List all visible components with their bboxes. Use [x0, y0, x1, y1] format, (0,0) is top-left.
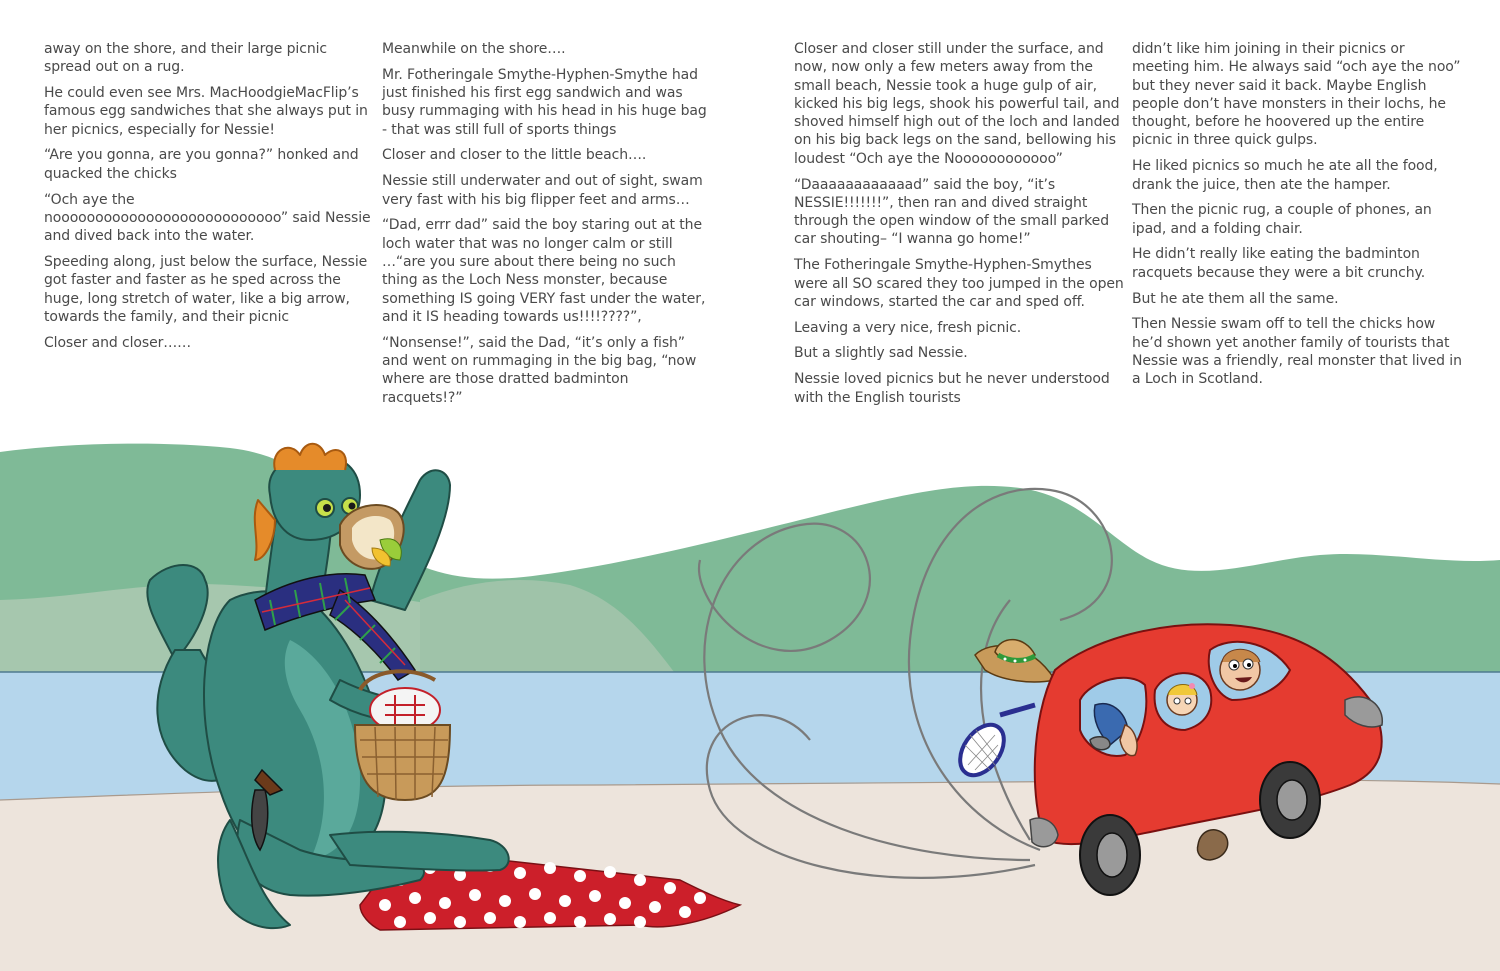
story-paragraph: He didn’t really like eating the badminton racquets because they were a bit crunchy. — [1132, 246, 1426, 281]
story-paragraph: The Fotheringale Smythe-Hyphen-Smythes were all SO scared they too jumped in the open car windows, started the car and sped off. — [794, 257, 1124, 310]
story-paragraph: Closer and closer still under the surface, and now, now only a few meters away from the small beach, Nessie took a huge gulp of air, kicked his big legs, shook his powerful tail, and shoved himself high out of the loch and landed on his big back legs on the sand, bellowing his loudest “Och aye the Noooooooooooo” — [794, 41, 1120, 167]
story-paragraph: Nessie still underwater and out of sight, swam very fast with his big flipper feet and arms… — [382, 173, 703, 208]
story-paragraph: “Are you gonna, are you gonna?” honked and quacked the chicks — [44, 147, 359, 182]
story-paragraph: Speeding along, just below the surface, Nessie got faster and faster as he sped across the huge, long stretch of water, like a big arrow, towards the family, and their picnic — [44, 253, 368, 325]
story-paragraph: didn’t like him joining in their picnics or meeting him. He always said “och aye the noo” but they never said it back. Maybe English people don’t have monsters in their lochs, he thought, before he hoovered up the entire picnic in three quick gulps. — [1132, 41, 1461, 149]
story-paragraph: Closer and closer…… — [44, 334, 192, 351]
text-column-3 — [794, 40, 1124, 414]
story-paragraph: Mr. Fotheringale Smythe-Hyphen-Smythe had just finished his first egg sandwich and was busy rummaging with his head in his huge bag - that was still full of sports things — [382, 66, 707, 138]
story-paragraph: But a slightly sad Nessie. — [794, 345, 968, 362]
story-paragraph: Closer and closer to the little beach…. — [382, 147, 647, 164]
text-column-2 — [382, 40, 712, 414]
story-paragraph: Nessie loved picnics but he never understood with the English tourists — [794, 371, 1110, 406]
story-paragraph: Then the picnic rug, a couple of phones, an ipad, and a folding chair. — [1132, 202, 1432, 237]
story-paragraph: Meanwhile on the shore…. — [382, 41, 566, 57]
story-paragraph: He could even see Mrs. MacHoodgieMacFlip’s famous egg sandwiches that she always put in her picnics, especially for Nessie! — [44, 85, 368, 138]
story-paragraph: “Dad, errr dad” said the boy staring out at the loch water that was no longer calm or still …“are you sure about there being no such thing as the Loch Ness monster, because something IS going VERY fast under the water, and it IS heading towards us!!!!????”, — [382, 217, 706, 325]
story-paragraph: But he ate them all the same. — [1132, 290, 1339, 307]
text-column-1 — [44, 40, 374, 359]
story-paragraph: away on the shore, and their large picnic spread out on a rug. — [44, 41, 327, 76]
story-paragraph: Leaving a very nice, fresh picnic. — [794, 319, 1022, 336]
story-paragraph: Then Nessie swam off to tell the chicks how he’d shown yet another family of tourists that Nessie was a friendly, real monster that lived in a Loch in Scotland. — [1132, 316, 1462, 388]
text-column-4 — [1132, 40, 1462, 396]
sandwich — [340, 505, 404, 569]
story-paragraph: He liked picnics so much he ate all the food, drank the juice, then ate the hamper. — [1132, 158, 1438, 193]
story-paragraph: “Och aye the nooooooooooooooooooooooooooo” said Nessie and dived back into the water. — [44, 191, 371, 245]
story-paragraph: “Daaaaaaaaaaaad” said the boy, “it’s NESSIE!!!!!!!”, then ran and dived straight through the open window of the small parked car shouting– “I wanna go home!” — [794, 176, 1109, 248]
story-paragraph: “Nonsense!”, said the Dad, “it’s only a fish” and went on rummaging in the big bag, “now where are those dratted badminton racquets!?” — [382, 334, 697, 406]
